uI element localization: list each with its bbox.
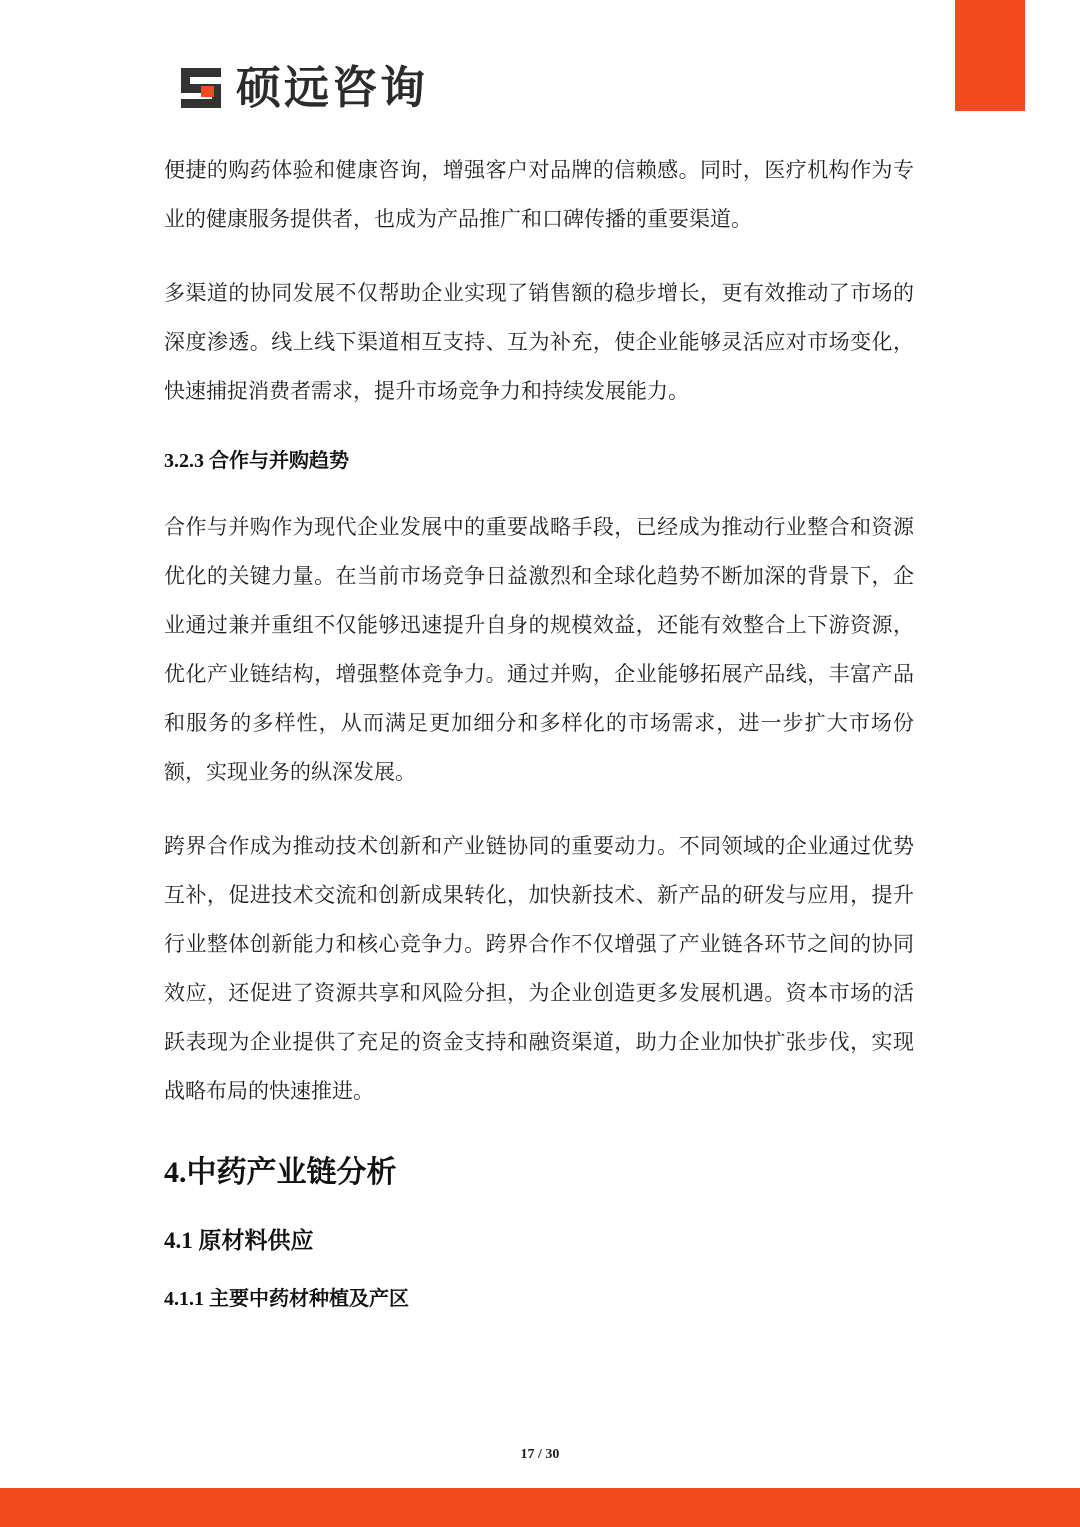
section-heading-4-1: 4.1 原材料供应	[164, 1228, 314, 1253]
section-heading-3-2-3: 3.2.3 合作与并购趋势	[164, 450, 349, 472]
chapter-heading-4: 4.中药产业链分析	[164, 1156, 397, 1189]
footer-accent-bar	[0, 1488, 1080, 1527]
corner-accent-tab	[955, 0, 1025, 111]
brand-name: 硕远咨询	[236, 61, 429, 114]
document-body	[164, 146, 914, 1341]
paragraph: 跨界合作成为推动技术创新和产业链协同的重要动力。不同领域的企业通过优势互补，促进技术交流和创新成果转化，加快新技术、新产品的研发与应用，提升行业整体创新能力和核心竞争力。跨界合作不仅增强了产业链各环节之间的协同效应，还促进了资源共享和风险分担，为企业创造更多发展机遇。资本市场的活跃表现为企业提供了充足的资金支持和融资渠道，助力企业加快扩张步伐，实现战略布局的快速推进。	[164, 834, 914, 1103]
s-square-logo-icon	[176, 63, 226, 113]
brand-logo	[176, 60, 428, 116]
paragraph: 多渠道的协同发展不仅帮助企业实现了销售额的稳步增长，更有效推动了市场的深度渗透。线上线下渠道相互支持、互为补充，使企业能够灵活应对市场变化，快速捕捉消费者需求，提升市场竞争力和持续发展能力。	[164, 281, 914, 403]
section-heading-4-1-1: 4.1.1 主要中药材种植及产区	[164, 1288, 409, 1310]
page-number: 17 / 30	[520, 1447, 560, 1462]
paragraph: 便捷的购药体验和健康咨询，增强客户对品牌的信赖感。同时，医疗机构作为专业的健康服务提供者，也成为产品推广和口碑传播的重要渠道。	[164, 158, 914, 231]
paragraph: 合作与并购作为现代企业发展中的重要战略手段，已经成为推动行业整合和资源优化的关键力量。在当前市场竞争日益激烈和全球化趋势不断加深的背景下，企业通过兼并重组不仅能够迅速提升自身的规模效益，还能有效整合上下游资源，优化产业链结构，增强整体竞争力。通过并购，企业能够拓展产品线，丰富产品和服务的多样性，从而满足更加细分和多样化的市场需求，进一步扩大市场份额，实现业务的纵深发展。	[164, 515, 914, 784]
